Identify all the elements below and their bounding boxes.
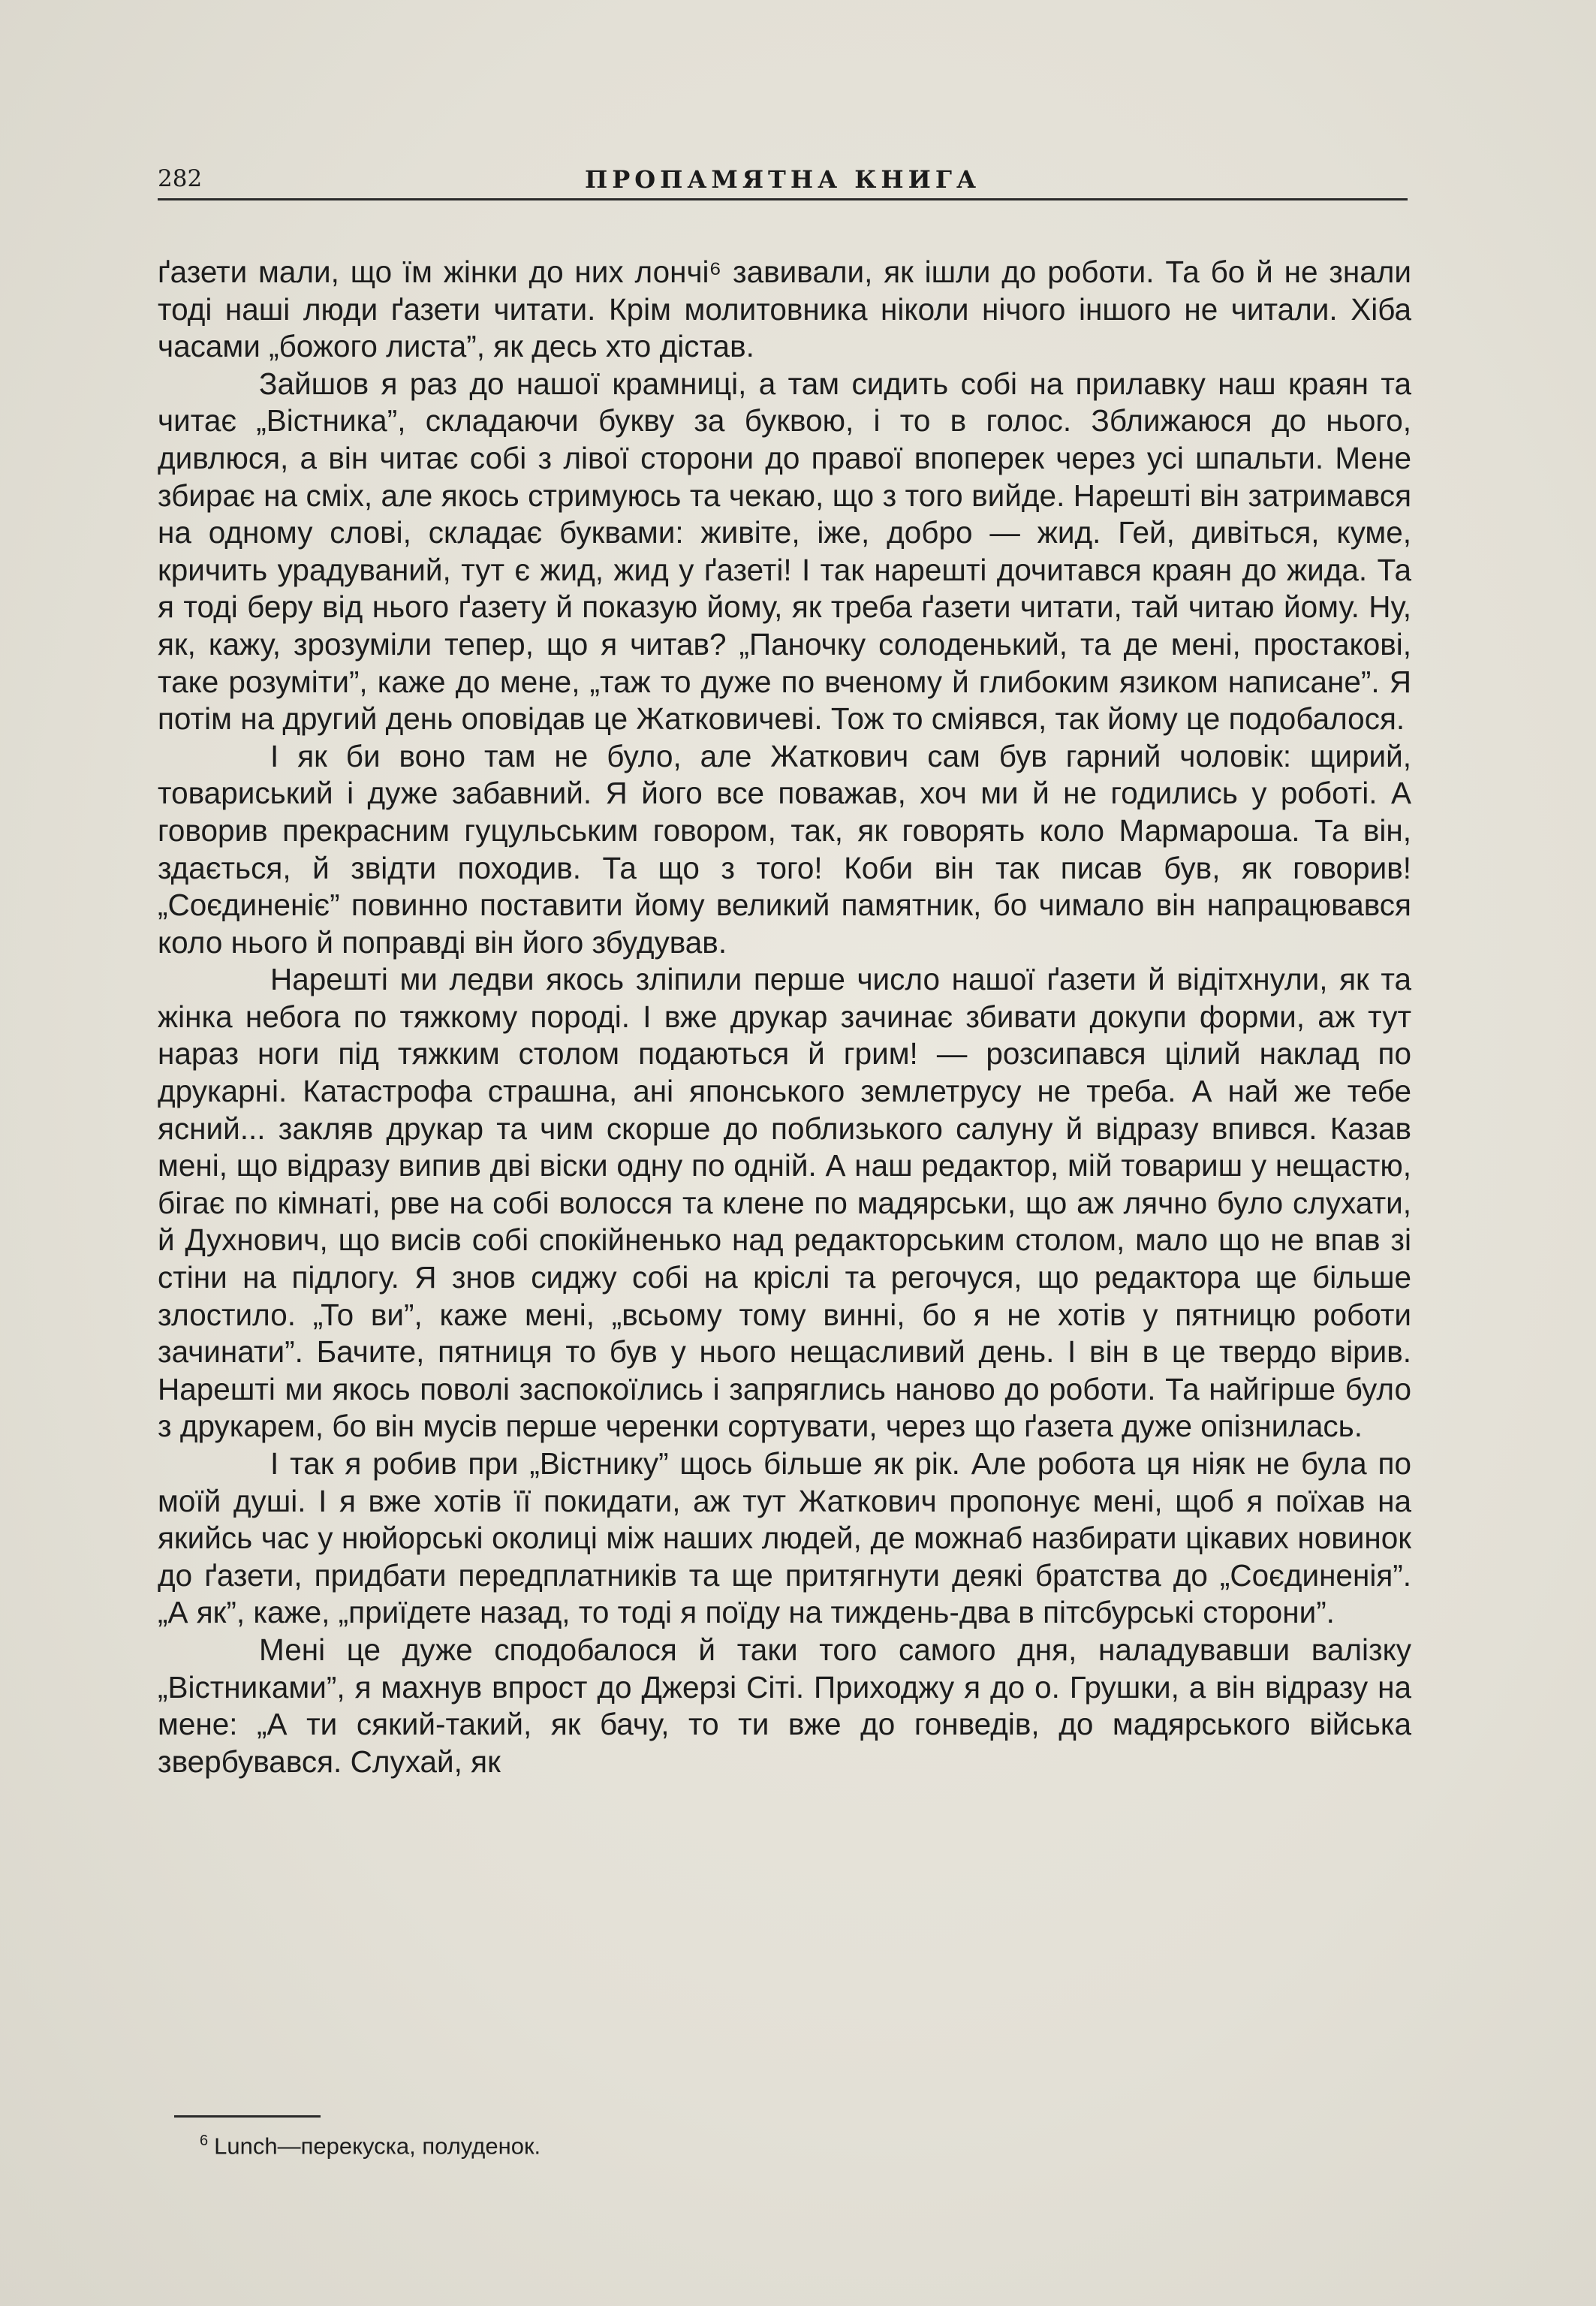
- footnote-mark: 6: [200, 2133, 209, 2149]
- paragraph-4: Нарешті ми ледви якось зліпили перше число нашої ґазети й відітхнули, як та жінка небога по тяжкому породі. І вже друкар зачинає збивати докупи форми, аж тут нараз ноги під тяжким столом подаються й грим! — розсипався цілий наклад по друкарні. Катастрофа страшна, ані японського землетрусу не треба. А най же тебе ясний... закляв друкар та чим скорше до поблизького салуну й відразу впився. Казав мені, що відразу випив дві віски одну по одній. А наш редактор, мій товариш у нещастю, бігає по кімнаті, рве на собі волосся та клене по мадярськи, що аж лячно було слухати, й Духнович, що висів собі спокійненько над редакторським столом, мало що не впав зі стіни на підлогу. Я знов сиджу собі на кріслі та регочуся, що редактора ще більше злостило. „То ви”, каже мені, „всьому тому винні, бо я не хотів у пятницю роботи зачинати”. Бачите, пятниця то був у нього нещасливий день. І він в це твердо вірив. Нарешті ми якось поволі заспокоїлись і запряглись наново до роботи. Та найгірше було з друкарем, бо він мусів перше черенки сортувати, через що ґазета дуже опізнилась.: [158, 962, 1411, 1444]
- footnote-divider: [174, 2115, 321, 2118]
- page-header: [158, 159, 1408, 200]
- paragraph-6: Мені це дуже сподобалося й таки того самого дня, наладувавши валізку „Вістниками”, я махнув впрост до Джерзі Сіті. Приходжу я до о. Грушки, а він відразу на мене: „А ти сякий-такий, як бачу, то ти вже до гонведів, до мадярського війська звербувався. Слухай, як: [158, 1632, 1411, 1779]
- footnote: [200, 2133, 541, 2160]
- paragraph-1: ґазети мали, що їм жінки до них лончі⁶ завивали, як ішли до роботи. Та бо й не знали тоді наші люди ґазети читати. Крім молитовника ніколи нічого іншого не читали. Хіба часами „божого листа”, як десь хто дістав.: [158, 255, 1411, 364]
- body-text: [158, 254, 1411, 1780]
- footnote-text: Lunch—перекуска, полуденок.: [214, 2133, 541, 2160]
- page-number: 282: [158, 165, 203, 192]
- paragraph-3: І як би воно там не було, але Жаткович сам був гарний чоловік: щирий, товариський і дуже забавний. Я його все поважав, хоч ми й не годились у роботі. А говорив прекрасним гуцульським говором, так, як говорять коло Мармароша. Та він, здається, й звідти походив. Та що з того! Коби він так писав був, як говорив! „Соєдиненіє” повинно поставити йому великий памятник, бо чимало він напрацювався коло нього й поправді він його збудував.: [158, 738, 1411, 960]
- running-title: ПРОПАМЯТНА КНИГА: [584, 165, 981, 194]
- paragraph-2: Зайшов я раз до нашої крамниці, а там сидить собі на прилавку наш краян та читає „Вістника”, складаючи букву за буквою, і то в голос. Зближаюся до нього, дивлюся, а він читає собі з лівої сторони до правої впоперек через усі шпальти. Мене збирає на сміх, але якось стримуюсь та чекаю, що з того вийде. Нарешті він затримався на одному слові, складає буквами: живіте, іже, добро — жид. Гей, дивіться, куме, кричить урадуваний, тут є жид, жид у ґазеті! І так нарешті дочитався краян до жида. Та я тоді беру від нього ґазету й показую йому, як треба ґазети читати, тай читаю йому. Ну, як, кажу, зрозуміли тепер, що я читав? „Паночку солоденький, та де мені, простакові, таке розуміти”, каже до мене, „таж то дуже по вченому й глибоким язиком написане”. Я потім на другий день оповідав це Жатковичеві. Тож то сміявся, так йому це подобалося.: [158, 366, 1411, 737]
- paragraph-5: І так я робив при „Вістнику” щось більше як рік. Але робота ця ніяк не була по моїй душі. І я вже хотів її покидати, аж тут Жаткович пропонує мені, щоб я поїхав на якийсь час у нюйорські околиці між наших людей, де можнаб назбирати цікавих новинок до ґазети, придбати передплатників та ще притягнути деякі братства до „Соєдиненія”. „А як”, каже, „приїдете назад, то тоді я поїду на тиждень-два в пітсбурські сторони”.: [158, 1446, 1411, 1630]
